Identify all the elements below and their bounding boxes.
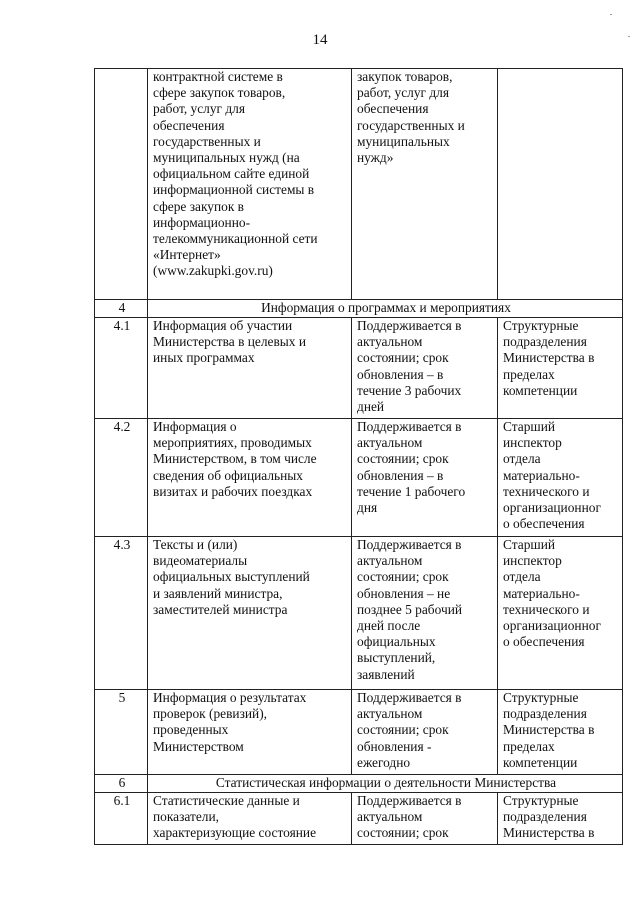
row-number: 4.3 (95, 537, 148, 690)
section-number: 4 (95, 300, 148, 318)
term-cell (352, 419, 498, 537)
term-text: Поддерживается в актуальном состоянии; срок обновления - ежегодно (357, 690, 462, 770)
row-number (95, 69, 148, 300)
table-row (95, 318, 623, 419)
information-table (94, 68, 623, 845)
info-cell (148, 690, 352, 775)
info-cell (148, 419, 352, 537)
page-number: 14 (312, 32, 328, 48)
row-number: 5 (95, 690, 148, 775)
section-number: 6 (95, 775, 148, 793)
section-title: Статистическая информации о деятельности Министерства (148, 775, 623, 793)
info-cell (148, 537, 352, 690)
section-row (95, 775, 623, 793)
responsible-text: Структурные подразделения Министерства в пределах компетенции (503, 318, 595, 398)
table-row (95, 69, 623, 300)
responsible-text: Структурные подразделения Министерства в (503, 793, 595, 841)
info-cell (148, 318, 352, 419)
table-row (95, 537, 623, 690)
term-text: Поддерживается в актуальном состоянии; срок обновления – не позднее 5 рабочий дней после официальных выступлений, заявлений (357, 537, 463, 682)
term-cell (352, 793, 498, 845)
term-cell (352, 690, 498, 775)
term-text: закупок товаров, работ, услуг для обеспечения государственных и муниципальных нужд» (357, 69, 465, 166)
responsible-cell (498, 537, 623, 690)
info-text: Информация о мероприятиях, проводимых Министерством, в том числе сведения об официальных визитах и рабочих поездках (153, 419, 317, 499)
scan-speck (610, 14, 612, 15)
term-text: Поддерживается в актуальном состоянии; срок (357, 793, 462, 841)
responsible-cell (498, 318, 623, 419)
responsible-cell (498, 419, 623, 537)
scan-speck (628, 36, 630, 37)
info-cell (148, 69, 352, 300)
row-number: 6.1 (95, 793, 148, 845)
table-row (95, 419, 623, 537)
section-row (95, 300, 623, 318)
info-text: Информация об участии Министерства в целевых и иных программах (153, 318, 307, 366)
info-text: Информация о результатах проверок (ревизий), проведенных Министерством (153, 690, 307, 754)
responsible-cell (498, 690, 623, 775)
responsible-text: Структурные подразделения Министерства в пределах компетенции (503, 690, 595, 770)
info-text: контрактной системе в сфере закупок товаров, работ, услуг для обеспечения государственных и муниципальных нужд (на официальном сайте единой информационной системы в сфере закупок в информационно- телекоммуникационной сети «Интернет» (www.zakupki.gov.ru) (153, 69, 318, 279)
row-number: 4.1 (95, 318, 148, 419)
info-cell (148, 793, 352, 845)
table-row (95, 793, 623, 845)
term-text: Поддерживается в актуальном состоянии; срок обновления – в течение 1 рабочего дня (357, 419, 466, 516)
term-cell (352, 318, 498, 419)
responsible-cell (498, 69, 623, 300)
term-cell (352, 69, 498, 300)
row-number: 4.2 (95, 419, 148, 537)
table-row (95, 690, 623, 775)
info-text: Статистические данные и показатели, характеризующие состояние (153, 793, 317, 841)
responsible-text: Старший инспектор отдела материально- технического и организационног о обеспечения (503, 419, 601, 532)
term-cell (352, 537, 498, 690)
info-text: Тексты и (или) видеоматериалы официальных выступлений и заявлений министра, заместителей министра (153, 537, 310, 617)
section-title: Информация о программах и мероприятиях (148, 300, 623, 318)
responsible-cell (498, 793, 623, 845)
term-text: Поддерживается в актуальном состоянии; срок обновления – в течение 3 рабочих дней (357, 318, 462, 415)
responsible-text: Старший инспектор отдела материально- технического и организационног о обеспечения (503, 537, 601, 650)
